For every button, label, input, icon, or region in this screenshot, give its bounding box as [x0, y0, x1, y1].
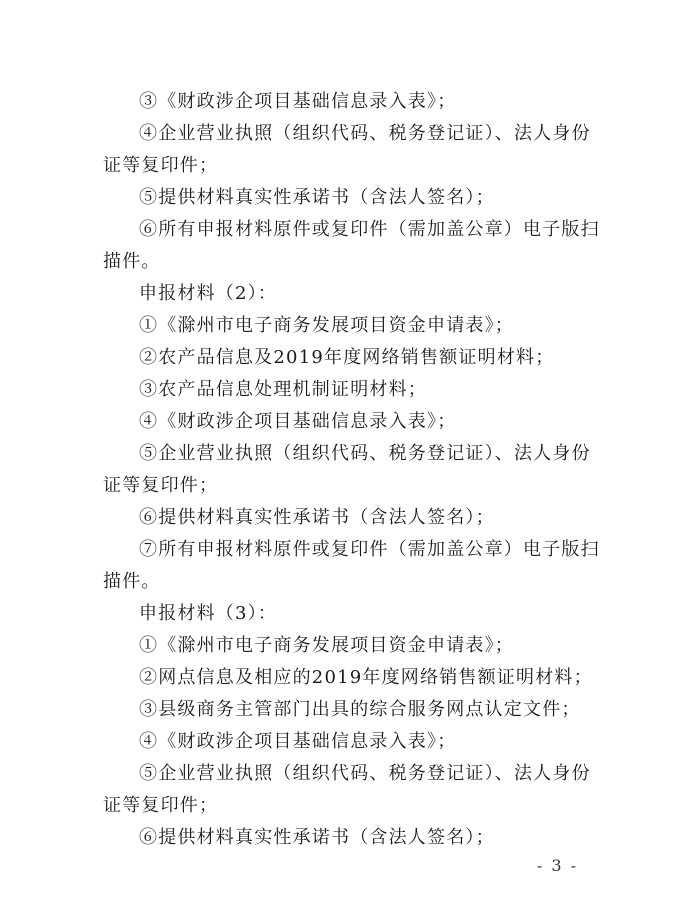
list-item: ②农产品信息及2019年度网络销售额证明材料； [139, 347, 555, 368]
list-item: ③县级商务主管部门出具的综合服务网点认定文件； [139, 699, 581, 720]
list-item: ⑦所有申报材料原件或复印件（需加盖公章）电子版扫 [139, 539, 600, 560]
list-item: ⑥所有申报材料原件或复印件（需加盖公章）电子版扫 [139, 219, 600, 240]
list-item: ⑤企业营业执照（组织代码、税务登记证）、法人身份 [139, 443, 591, 464]
list-item: ③《财政涉企项目基础信息录入表》； [139, 91, 457, 112]
list-item: ⑤企业营业执照（组织代码、税务登记证）、法人身份 [139, 763, 591, 784]
section-heading: 申报材料（2）： [139, 283, 278, 304]
section-heading: 申报材料（3）： [139, 603, 278, 624]
list-item-continuation: 证等复印件； [103, 475, 219, 496]
list-item: ③农产品信息处理机制证明材料； [139, 379, 427, 400]
list-item: ④《财政涉企项目基础信息录入表》； [139, 731, 457, 752]
list-item: ②网点信息及相应的2019年度网络销售额证明材料； [139, 667, 593, 688]
list-item: ⑥提供材料真实性承诺书（含法人签名）； [139, 827, 495, 848]
list-item: ④企业营业执照（组织代码、税务登记证）、法人身份 [139, 123, 591, 144]
list-item-continuation: 描件。 [103, 571, 161, 592]
list-item: ①《滁州市电子商务发展项目资金申请表》； [139, 635, 514, 656]
list-item: ⑥提供材料真实性承诺书（含法人签名）； [139, 507, 495, 528]
list-item: ①《滁州市电子商务发展项目资金申请表》； [139, 315, 514, 336]
list-item: ④《财政涉企项目基础信息录入表》； [139, 411, 457, 432]
list-item-continuation: 描件。 [103, 251, 161, 272]
list-item-continuation: 证等复印件； [103, 795, 219, 816]
list-item: ⑤提供材料真实性承诺书（含法人签名）； [139, 187, 495, 208]
list-item-continuation: 证等复印件； [103, 155, 219, 176]
page-number: - 3 - [536, 856, 578, 875]
